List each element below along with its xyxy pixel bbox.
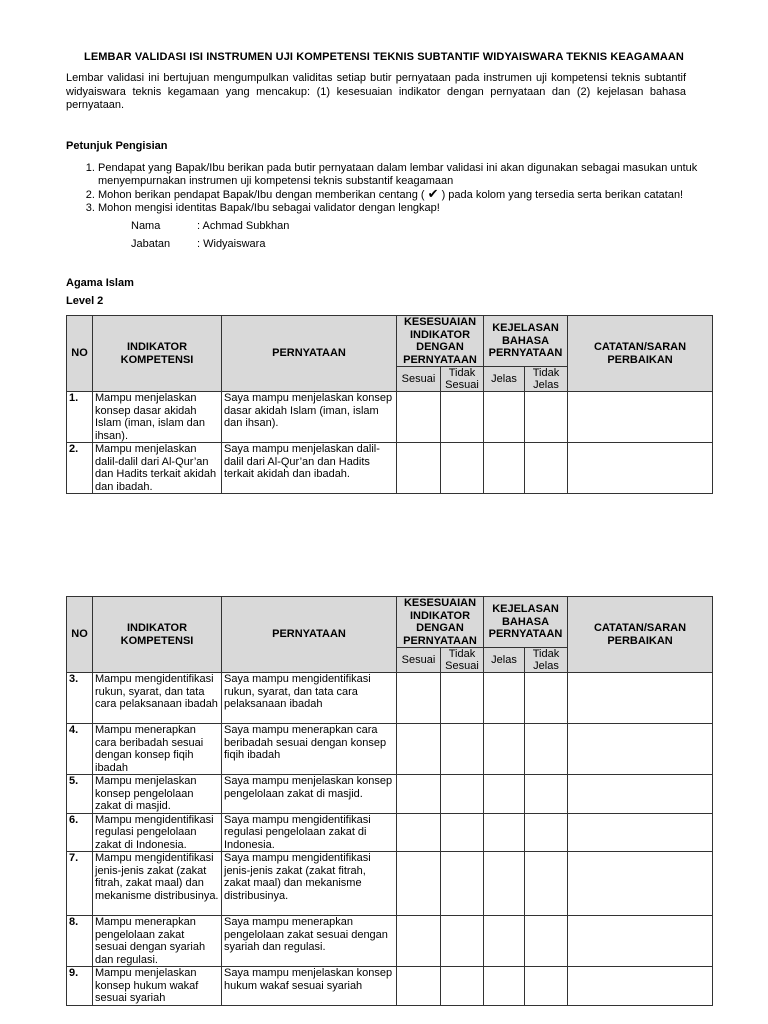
header-no: NO — [67, 597, 93, 673]
check-tidak-jelas-cell[interactable] — [525, 916, 568, 967]
row-number: 9. — [67, 967, 93, 1006]
instructions-list — [66, 162, 720, 215]
row-indicator: Mampu menjelaskan konsep hukum wakaf sesuai syariah — [93, 967, 222, 1006]
check-sesuai-cell[interactable] — [397, 724, 441, 775]
row-indicator: Mampu menerapkan pengelolaan zakat sesuai dengan syariah dan regulasi. — [93, 916, 222, 967]
row-number: 3. — [67, 673, 93, 724]
identity-name-label: Nama — [131, 220, 161, 232]
header-tidak-jelas: Tidak Jelas — [525, 648, 568, 673]
table-row — [67, 775, 713, 814]
check-jelas-cell[interactable] — [484, 916, 525, 967]
instructions-heading: Petunjuk Pengisian — [66, 140, 168, 152]
check-sesuai-cell[interactable] — [397, 775, 441, 814]
checkmark-icon: ✔ — [427, 186, 439, 201]
row-indicator: Mampu menjelaskan konsep dasar akidah Islam (iman, islam dan ihsan). — [93, 392, 222, 443]
notes-cell[interactable] — [568, 967, 713, 1006]
header-sesuai: Sesuai — [397, 648, 441, 673]
identity-name-row — [131, 220, 289, 232]
check-tidak-sesuai-cell[interactable] — [441, 673, 484, 724]
notes-cell[interactable] — [568, 813, 713, 852]
validation-table-2 — [66, 596, 713, 1006]
table-row — [67, 673, 713, 724]
notes-cell[interactable] — [568, 392, 713, 443]
check-tidak-jelas-cell[interactable] — [525, 852, 568, 916]
check-tidak-sesuai-cell[interactable] — [441, 852, 484, 916]
header-conformity: KESESUAIAN INDIKATOR DENGAN PERNYATAAN — [397, 597, 484, 648]
row-number: 1. — [67, 392, 93, 443]
notes-cell[interactable] — [568, 852, 713, 916]
check-tidak-sesuai-cell[interactable] — [441, 443, 484, 494]
header-jelas: Jelas — [484, 648, 525, 673]
notes-cell[interactable] — [568, 775, 713, 814]
intro-paragraph: Lembar validasi ini bertujuan mengumpulkan validitas setiap butir pernyataan pada instrumen uji kompetensi teknis subtantif widyaiswara teknis kegamaan yang mencakup: (1) kesesuaian indikator dengan pernyataan dan (2) kejelasan bahasa pernyataan. — [66, 72, 686, 111]
identity-name-value: : Achmad Subkhan — [197, 220, 290, 232]
table-row — [67, 813, 713, 852]
instruction-item-3: 3. Mohon mengisi identitas Bapak/Ibu sebagai validator dengan lengkap! — [98, 202, 720, 215]
table-row — [67, 916, 713, 967]
check-sesuai-cell[interactable] — [397, 392, 441, 443]
header-no: NO — [67, 316, 93, 392]
check-tidak-sesuai-cell[interactable] — [441, 916, 484, 967]
check-sesuai-cell[interactable] — [397, 443, 441, 494]
check-tidak-jelas-cell[interactable] — [525, 967, 568, 1006]
row-indicator: Mampu menjelaskan dalil-dalil dari Al-Qur’an dan Hadits terkait akidah dan ibadah. — [93, 443, 222, 494]
row-statement: Saya mampu menjelaskan konsep dasar akidah Islam (iman, islam dan ihsan). — [222, 392, 397, 443]
instruction-item-2 — [98, 188, 720, 202]
check-tidak-sesuai-cell[interactable] — [441, 724, 484, 775]
header-tidak-sesuai: Tidak Sesuai — [441, 367, 484, 392]
header-tidak-jelas: Tidak Jelas — [525, 367, 568, 392]
table-row — [67, 967, 713, 1006]
check-tidak-sesuai-cell[interactable] — [441, 392, 484, 443]
table-row — [67, 852, 713, 916]
table-row — [67, 724, 713, 775]
identity-position-value: : Widyaiswara — [197, 238, 266, 250]
check-jelas-cell[interactable] — [484, 724, 525, 775]
check-sesuai-cell[interactable] — [397, 673, 441, 724]
header-clarity: KEJELASAN BAHASA PERNYATAAN — [484, 597, 568, 648]
header-statement: PERNYATAAN — [222, 597, 397, 673]
identity-position-label: Jabatan — [131, 238, 171, 250]
row-indicator: Mampu menerapkan cara beribadah sesuai dengan konsep fiqih ibadah — [93, 724, 222, 775]
instruction-item-2-text-after: ) pada kolom yang tersedia serta berikan catatan! — [438, 189, 684, 201]
header-statement: PERNYATAAN — [222, 316, 397, 392]
check-tidak-jelas-cell[interactable] — [525, 775, 568, 814]
check-jelas-cell[interactable] — [484, 775, 525, 814]
notes-cell[interactable] — [568, 724, 713, 775]
validation-table-1 — [66, 315, 713, 494]
row-number: 6. — [67, 813, 93, 852]
check-jelas-cell[interactable] — [484, 813, 525, 852]
row-indicator: Mampu menjelaskan konsep pengelolaan zakat di masjid. — [93, 775, 222, 814]
header-notes: CATATAN/SARAN PERBAIKAN — [568, 316, 713, 392]
row-statement: Saya mampu menjelaskan konsep pengelolaan zakat di masjid. — [222, 775, 397, 814]
header-sesuai: Sesuai — [397, 367, 441, 392]
row-indicator: Mampu mengidentifikasi rukun, syarat, dan tata cara pelaksanaan ibadah — [93, 673, 222, 724]
row-statement: Saya mampu mengidentifikasi rukun, syarat, dan tata cara pelaksanaan ibadah — [222, 673, 397, 724]
row-number: 8. — [67, 916, 93, 967]
header-clarity: KEJELASAN BAHASA PERNYATAAN — [484, 316, 568, 367]
header-conformity: KESESUAIAN INDIKATOR DENGAN PERNYATAAN — [397, 316, 484, 367]
header-jelas: Jelas — [484, 367, 525, 392]
table-row — [67, 443, 713, 494]
check-tidak-sesuai-cell[interactable] — [441, 775, 484, 814]
document-title: LEMBAR VALIDASI ISI INSTRUMEN UJI KOMPETENSI TEKNIS SUBTANTIF WIDYAISWARA TEKNIS KEAGAMAAN — [84, 51, 684, 63]
header-tidak-sesuai: Tidak Sesuai — [441, 648, 484, 673]
row-statement: Saya mampu menjelaskan konsep hukum wakaf sesuai syariah — [222, 967, 397, 1006]
row-statement: Saya mampu menerapkan pengelolaan zakat sesuai dengan syariah dan regulasi. — [222, 916, 397, 967]
identity-position-row — [131, 238, 265, 250]
check-jelas-cell[interactable] — [484, 852, 525, 916]
table-row — [67, 392, 713, 443]
row-statement: Saya mampu menerapkan cara beribadah sesuai dengan konsep fiqih ibadah — [222, 724, 397, 775]
check-tidak-jelas-cell[interactable] — [525, 813, 568, 852]
row-number: 7. — [67, 852, 93, 916]
notes-cell[interactable] — [568, 443, 713, 494]
notes-cell[interactable] — [568, 916, 713, 967]
check-tidak-sesuai-cell[interactable] — [441, 967, 484, 1006]
row-number: 2. — [67, 443, 93, 494]
check-tidak-jelas-cell[interactable] — [525, 724, 568, 775]
row-indicator: Mampu mengidentifikasi jenis-jenis zakat (zakat fitrah, zakat maal) dan mekanisme distribusinya. — [93, 852, 222, 916]
row-number: 5. — [67, 775, 93, 814]
row-number: 4. — [67, 724, 93, 775]
subject-heading: Agama Islam — [66, 277, 134, 289]
check-tidak-sesuai-cell[interactable] — [441, 813, 484, 852]
row-indicator: Mampu mengidentifikasi regulasi pengelolaan zakat di Indonesia. — [93, 813, 222, 852]
check-sesuai-cell[interactable] — [397, 813, 441, 852]
check-jelas-cell[interactable] — [484, 392, 525, 443]
row-statement: Saya mampu mengidentifikasi regulasi pengelolaan zakat di Indonesia. — [222, 813, 397, 852]
header-notes: CATATAN/SARAN PERBAIKAN — [568, 597, 713, 673]
check-jelas-cell[interactable] — [484, 443, 525, 494]
instruction-item-2-text-before: Mohon berikan pendapat Bapak/Ibu dengan memberikan centang ( — [98, 189, 428, 201]
header-indicator: INDIKATOR KOMPETENSI — [93, 316, 222, 392]
check-sesuai-cell[interactable] — [397, 852, 441, 916]
notes-cell[interactable] — [568, 673, 713, 724]
level-heading: Level 2 — [66, 295, 104, 307]
check-tidak-jelas-cell[interactable] — [525, 392, 568, 443]
check-tidak-jelas-cell[interactable] — [525, 443, 568, 494]
check-sesuai-cell[interactable] — [397, 967, 441, 1006]
row-statement: Saya mampu menjelaskan dalil-dalil dari Al-Qur’an dan Hadits terkait akidah dan ibadah. — [222, 443, 397, 494]
check-jelas-cell[interactable] — [484, 967, 525, 1006]
check-sesuai-cell[interactable] — [397, 916, 441, 967]
check-jelas-cell[interactable] — [484, 673, 525, 724]
instruction-item-1: 1. Pendapat yang Bapak/Ibu berikan pada butir pernyataan dalam lembar validasi ini akan digunakan sebagai masukan untuk menyempurnakan instrumen uji kompetensi teknis substantif keagamaan — [98, 162, 720, 188]
row-statement: Saya mampu mengidentifikasi jenis-jenis zakat (zakat fitrah, zakat maal) dan mekanisme distribusinya. — [222, 852, 397, 916]
header-indicator: INDIKATOR KOMPETENSI — [93, 597, 222, 673]
check-tidak-jelas-cell[interactable] — [525, 673, 568, 724]
